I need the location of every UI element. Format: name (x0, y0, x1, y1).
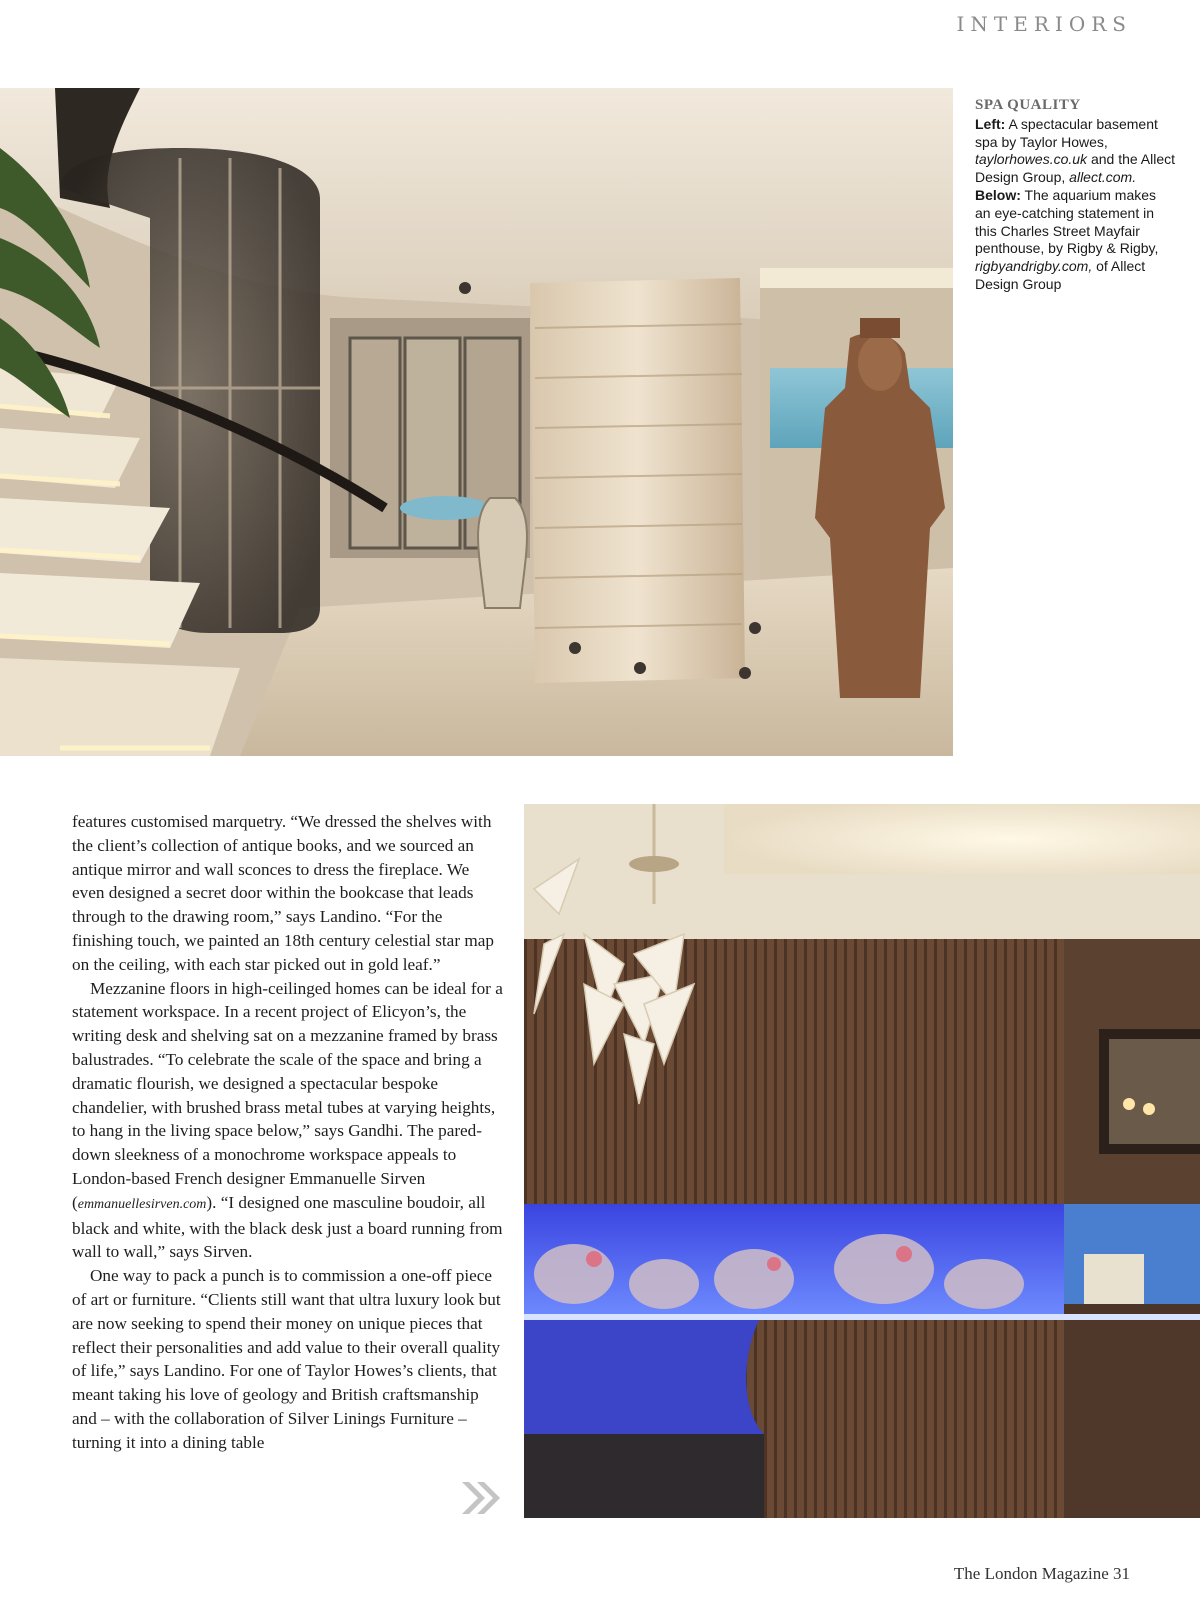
article-paragraph (72, 977, 504, 1265)
article-text: Mezzanine floors in high-ceilinged homes can be ideal for a statement workspace. In a recent project of Elicyon’s, the writing desk and shelving sat on a mezzanine framed by brass balustrades. “To celebrate the scale of the space and bring a dramatic flourish, we designed a spectacular bespoke chandelier, with brushed brass metal tubes at varying heights, to hang in the living space below,” says Gandhi. The pared-down sleekness of a monochrome workspace appeals to London-based French designer Emmanuelle Sirven ( (72, 978, 503, 1212)
article-paragraph: One way to pack a punch is to commission a one-off piece of art or furniture. “Clients still want that ultra luxury look but are now seeking to spend their money on unique pieces that reflect their personalities and add value to their overall quality of life,” says Landino. For one of Taylor Howes’s clients, that meant taking his love of geology and British craftsmanship and – with the collaboration of Silver Linings Furniture – turning it into a dining table (72, 1266, 501, 1452)
caption-below-text2: of Allect Design Group (975, 258, 1146, 292)
spa-photo (0, 88, 953, 756)
article-url: emmanuellesirven.com (77, 1196, 207, 1212)
caption-below-text: The aquarium makes an eye-catching statement in this Charles Street Mayfair penthouse, by Rigby & Rigby, (975, 186, 1159, 257)
aquarium-photo (524, 804, 1200, 1518)
caption-title: SPA QUALITY (975, 97, 1081, 113)
caption-left-label: Left: (975, 115, 1006, 132)
caption-left-text2: and the Allect Design Group, (975, 151, 1176, 186)
caption-left-url: taylorhowes.co.uk (975, 151, 1088, 168)
section-label: INTERIORS (956, 12, 1132, 36)
caption-below-url: rigbyandrigby.com, (975, 258, 1093, 275)
caption-left-text: A spectacular basement spa by Taylor Howes, (975, 115, 1158, 150)
article-body (72, 810, 504, 1455)
article-text: ). “I designed one masculine boudoir, all black and white, with the black desk just a board running from wall to wall,” says Sirven. (72, 1192, 503, 1262)
caption-below-label: Below: (975, 186, 1021, 203)
double-chevron-right-icon (460, 1480, 502, 1521)
caption-left-url2: allect.com. (1069, 169, 1137, 186)
page-footer (954, 1564, 1130, 1584)
magazine-name: The London Magazine (953, 1564, 1109, 1583)
article-paragraph: features customised marquetry. “We dressed the shelves with the client’s collection of antique books, and we sourced an antique mirror and wall sconces to dress the fireplace. We even designed a secret door within the bookcase that leads through to the drawing room,” says Landino. “For the finishing touch, we painted an 18th century celestial star map on the ceiling, with each star picked out in gold leaf.” (72, 812, 494, 974)
caption-body (975, 116, 1175, 294)
photo-caption (975, 97, 1175, 294)
page-number: 31 (1113, 1564, 1130, 1583)
